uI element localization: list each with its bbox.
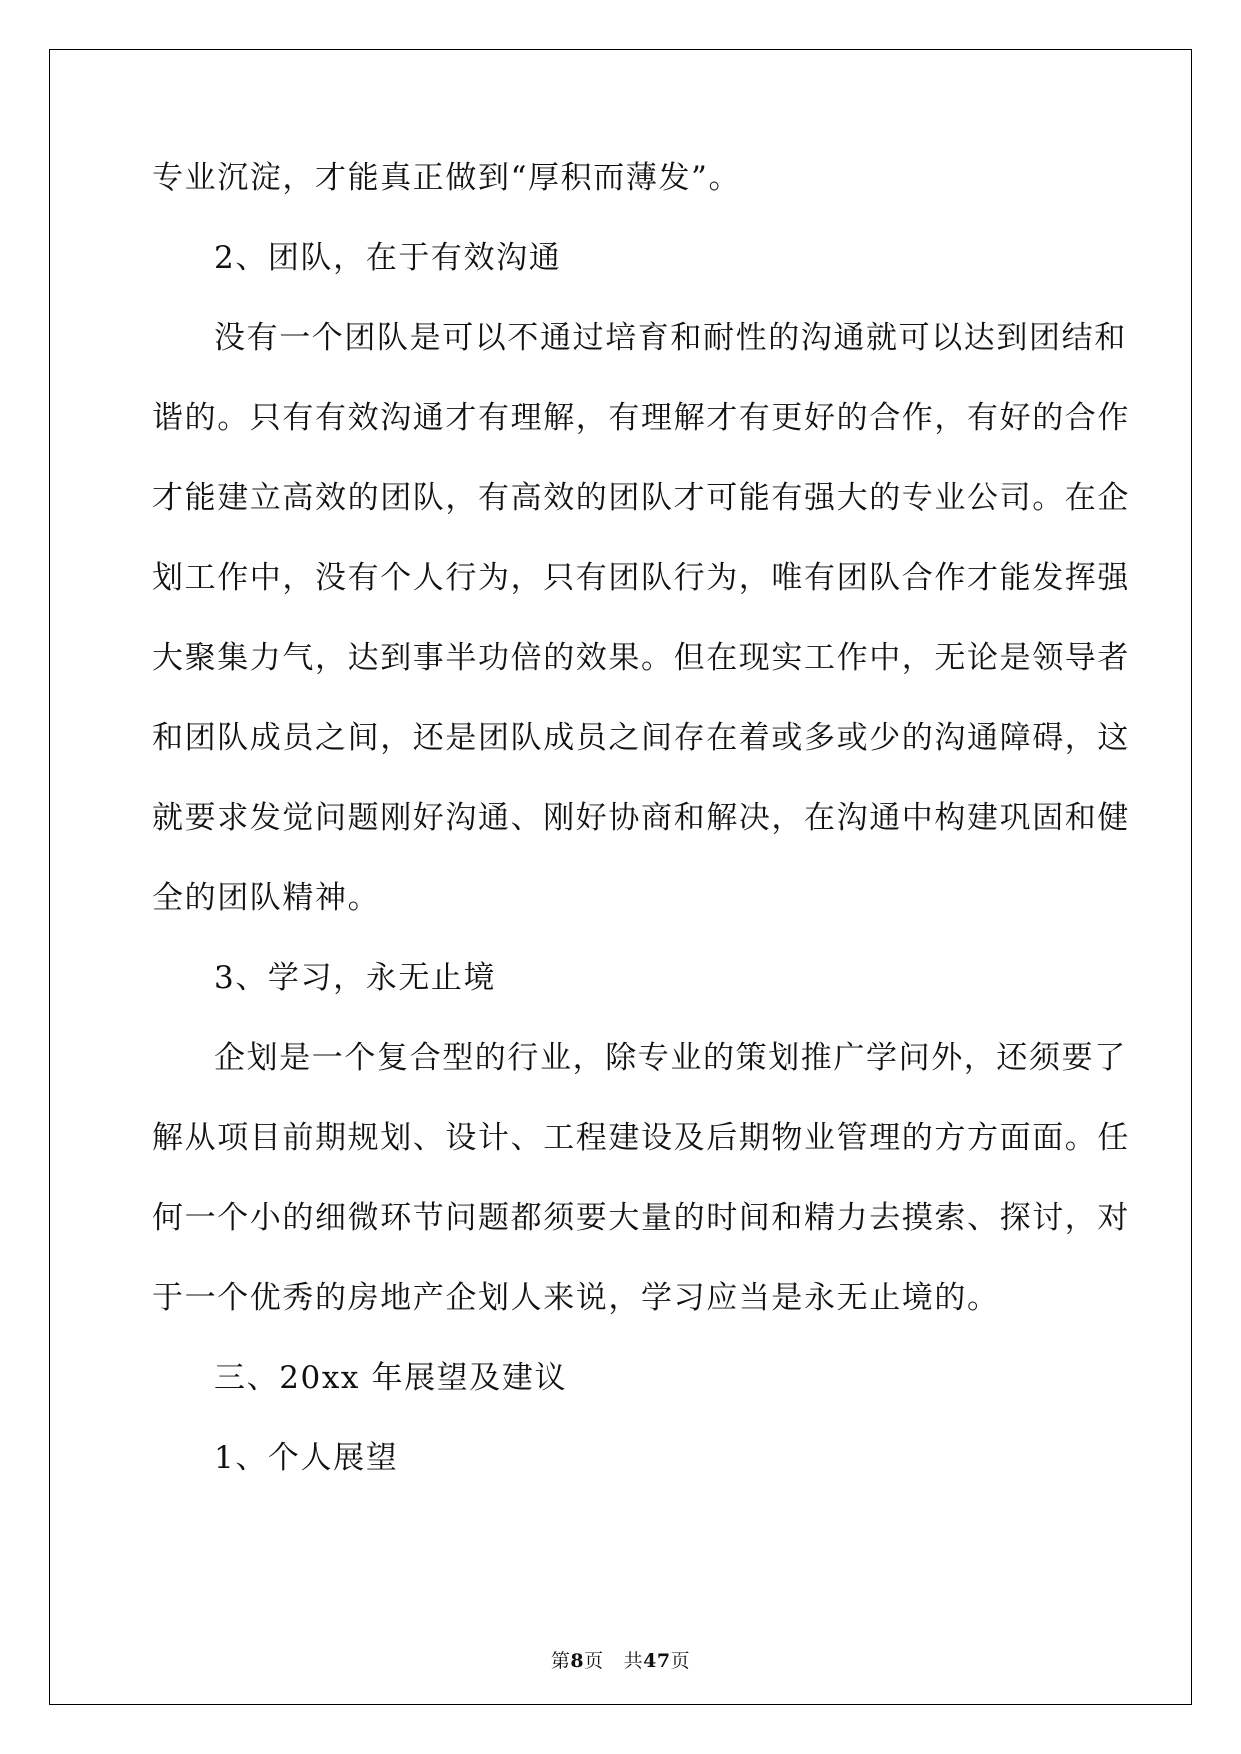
paragraph-line: 划工作中，没有个人行为，只有团队行为，唯有团队合作才能发挥强 bbox=[152, 560, 1130, 596]
total-prefix: 共 bbox=[623, 1650, 644, 1672]
paragraph-line: 和团队成员之间，还是团队成员之间存在着或多或少的沟通障碍，这 bbox=[152, 720, 1130, 756]
paragraph-line: 解从项目前期规划、设计、工程建设及后期物业管理的方方面面。任 bbox=[152, 1120, 1130, 1156]
paragraph-line: 才能建立高效的团队，有高效的团队才可能有强大的专业公司。在企 bbox=[152, 480, 1130, 516]
page-prefix: 第 bbox=[550, 1650, 571, 1672]
page-number: 8 bbox=[570, 1650, 585, 1672]
paragraph-line: 企划是一个复合型的行业，除专业的策划推广学问外，还须要了 bbox=[214, 1040, 1127, 1076]
paragraph-line: 专业沉淀，才能真正做到“厚积而薄发”。 bbox=[152, 160, 742, 196]
section-heading: 1、个人展望 bbox=[214, 1440, 399, 1476]
section-heading: 三、20xx 年展望及建议 bbox=[214, 1360, 568, 1396]
paragraph-line: 大聚集力气，达到事半功倍的效果。但在现实工作中，无论是领导者 bbox=[152, 640, 1130, 676]
paragraph-line: 就要求发觉问题刚好沟通、刚好协商和解决，在沟通中构建巩固和健 bbox=[152, 800, 1130, 836]
paragraph-line: 全的团队精神。 bbox=[152, 880, 381, 916]
document-body bbox=[152, 158, 1130, 1518]
page-suffix: 页 bbox=[584, 1650, 604, 1672]
section-heading: 2、团队，在于有效沟通 bbox=[214, 240, 562, 276]
total-pages: 47 bbox=[643, 1650, 671, 1672]
paragraph-line: 于一个优秀的房地产企划人来说，学习应当是永无止境的。 bbox=[152, 1280, 1000, 1316]
paragraph-line: 谐的。只有有效沟通才有理解，有理解才有更好的合作，有好的合作 bbox=[152, 400, 1130, 436]
section-heading: 3、学习，永无止境 bbox=[214, 960, 497, 996]
paragraph-line: 没有一个团队是可以不通过培育和耐性的沟通就可以达到团结和 bbox=[214, 320, 1127, 356]
total-suffix: 页 bbox=[670, 1650, 691, 1672]
page-footer bbox=[0, 1646, 1241, 1673]
paragraph-line: 何一个小的细微环节问题都须要大量的时间和精力去摸索、探讨，对 bbox=[152, 1200, 1130, 1236]
